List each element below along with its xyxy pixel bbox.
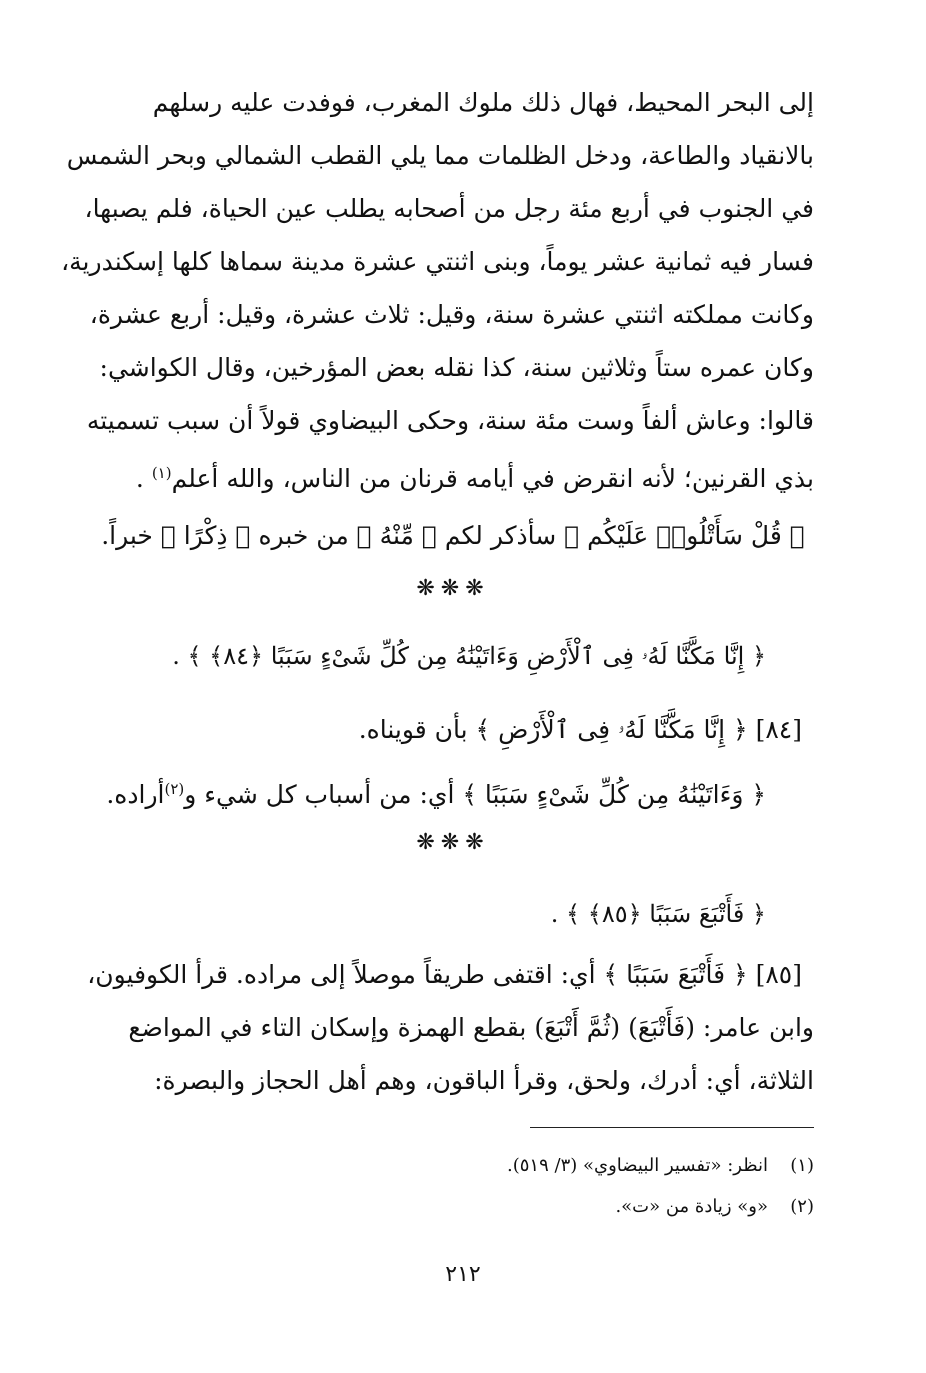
verse-84 <box>92 630 814 683</box>
page-number: ٢١٢ <box>445 1262 481 1287</box>
footnote-mark: (١) <box>151 464 172 482</box>
separator-stars: ❋❋❋ <box>416 576 490 601</box>
text-line: وكان عمره ستاً وثلاثين سنة، كذا نقله بعض المؤرخين، وقال الكواشي: <box>99 353 814 382</box>
tafsir-85 <box>87 948 814 1107</box>
footnote-1 <box>92 1154 814 1178</box>
footnote-number: (٢) <box>790 1196 814 1217</box>
text-line-last <box>92 447 814 500</box>
text-line: وابن عامر: (فَأَتْبَعَ) (ثُمَّ أَتْبَعَ) بقطع الهمزة وإسكان التاء في المواضع <box>128 1013 814 1042</box>
tafsir-84-a <box>92 703 814 756</box>
verse-85 <box>92 888 814 941</box>
text-line: ﴿ قُلْ سَأَتْلُوا۟ عَلَيْكُم ﴾ سأذكر لكم ﴿ مِّنْهُ ﴾ من خبره ﴿ ذِكْرًا ﴾ خبراً. <box>101 521 805 550</box>
qul-line <box>92 509 814 562</box>
text-line: [٨٤] ﴿ إِنَّا مَكَّنَّا لَهُۥ فِى ٱلْأَرْضِ ﴾ بأن قويناه. <box>358 715 802 744</box>
text: ﴿ وَءَاتَيْنَٰهُ مِن كُلِّ شَىْءٍ سَبَبًا ﴾ أي: من أسباب كل شيء و <box>184 780 766 809</box>
quran-verse: ﴿ إِنَّا مَكَّنَّا لَهُۥ فِى ٱلْأَرْضِ وَءَاتَيْنَٰهُ مِن كُلِّ شَىْءٍ سَبَبًا ﴿٨٤﴾ ﴾ . <box>172 642 766 670</box>
footnote-text: انظر: «تفسير البيضاوي» (٣/ ٥١٩). <box>507 1155 768 1176</box>
text-line: [٨٥] ﴿ فَأَتْبَعَ سَبَبًا ﴾ أي: اقتفى طريقاً موصلاً إلى مراده. قرأ الكوفيون، <box>87 960 802 989</box>
text-line <box>92 763 814 816</box>
text-line: في الجنوب في أربع مئة رجل من أصحابه يطلب عين الحياة، فلم يصبها، <box>84 194 814 223</box>
text-line: بالانقياد والطاعة، ودخل الظلمات مما يلي القطب الشمالي وبحر الشمس <box>66 141 814 170</box>
text-line: الثلاثة، أي: أدرك، ولحق، وقرأ الباقون، وهم أهل الحجاز والبصرة: <box>154 1066 814 1095</box>
text-line: وكانت مملكته اثنتي عشرة سنة، وقيل: ثلاث عشرة، وقيل: أربع عشرة، <box>89 300 814 329</box>
quran-verse: ﴿ فَأَتْبَعَ سَبَبًا ﴿٨٥﴾ ﴾ . <box>550 900 766 928</box>
text: أراده. <box>106 780 165 809</box>
footnote-number: (١) <box>790 1155 814 1176</box>
footnote-2 <box>92 1195 814 1219</box>
text-line: فسار فيه ثمانية عشر يوماً، وبنى اثنتي عشرة مدينة سماها كلها إسكندرية، <box>61 247 814 276</box>
text: . <box>135 464 144 493</box>
footnote-text: «و» زيادة من «ت». <box>615 1196 768 1217</box>
text-line: قالوا: وعاش ألفاً وست مئة سنة، وحكى البيضاوي قولاً أن سبب تسميته <box>86 406 814 435</box>
main-paragraph <box>61 76 814 500</box>
text-line: إلى البحر المحيط، فهال ذلك ملوك المغرب، فوفدت عليه رسلهم <box>152 88 814 117</box>
tafsir-84-b <box>92 763 814 816</box>
footnote-mark: (٢) <box>164 780 185 798</box>
footnote-separator <box>530 1127 814 1128</box>
text: بذي القرنين؛ لأنه انقرض في أيامه قرنان من الناس، والله أعلم <box>171 464 814 493</box>
separator-stars: ❋❋❋ <box>416 830 490 855</box>
